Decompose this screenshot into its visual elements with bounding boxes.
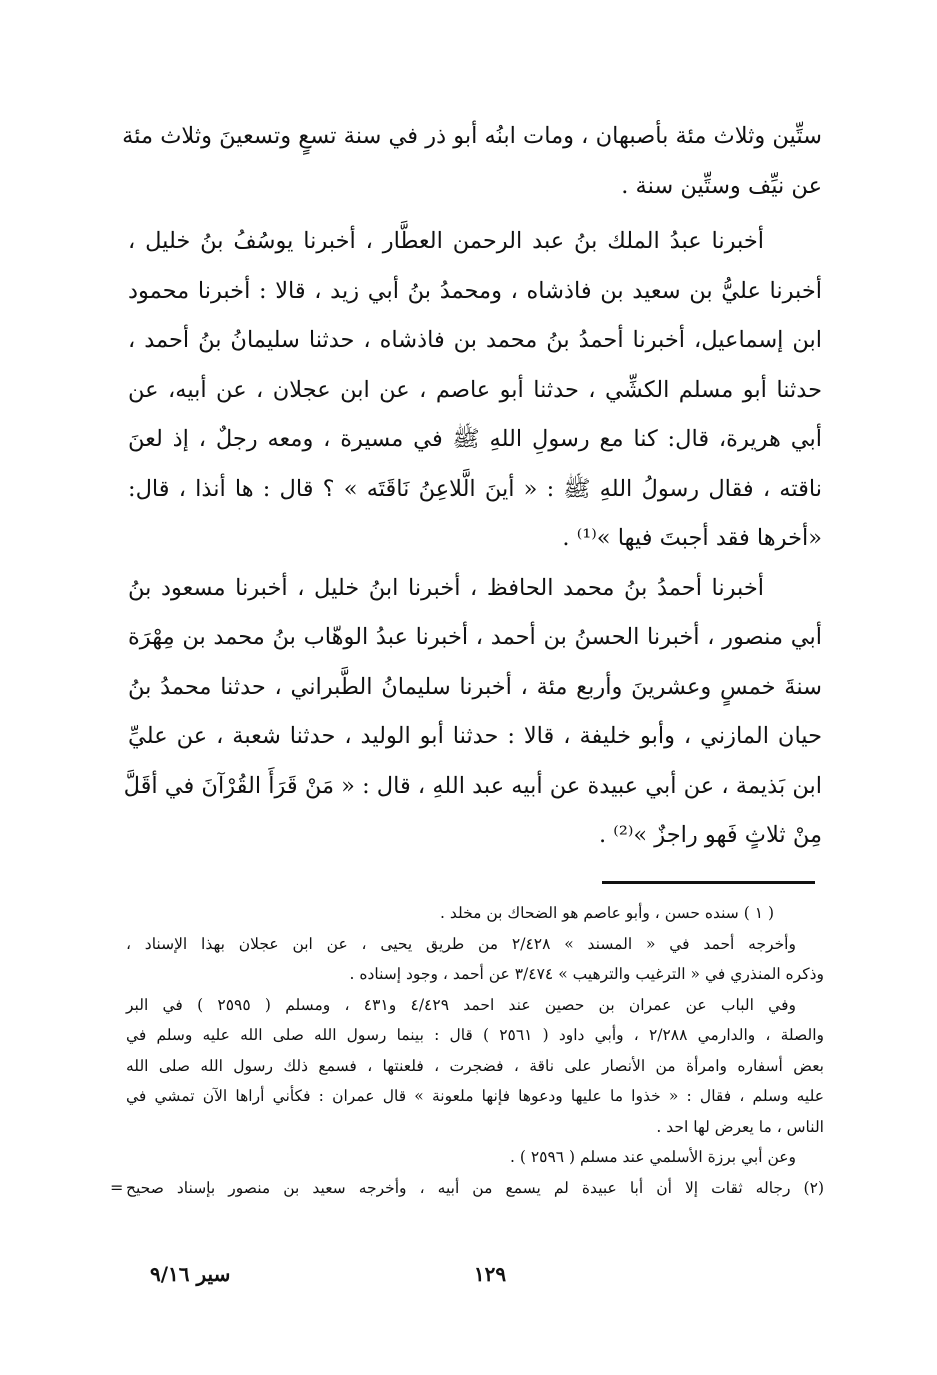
footnote-separator xyxy=(602,881,815,884)
footnote-line: وذكره المنذري في « الترغيب والترهيب » ٣/٤٧٤ عن أحمد ، وجود إسناده . xyxy=(349,965,824,983)
text-line: أخبرنا عليُّ بن سعيد بن فاذشاه ، ومحمدُ بنُ أبي زيد ، قالا : أخبرنا محمود xyxy=(128,277,822,304)
footnote-line: بعض أسفاره وامرأة من الأنصار على ناقة ، فضجرت ، فلعنتها ، فسمع ذلك رسول الله صلى الله xyxy=(126,1056,824,1075)
text-line: عن نيِّف وستِّين سنة . xyxy=(621,172,822,199)
text-line: حيان المازني ، وأبو خليفة ، قالا : حدثنا أبو الوليد ، حدثنا شعبة ، عن عليِّ xyxy=(128,723,822,749)
footnote-line: والصلة ، والدارمي ٢/٢٨٨ ، وأبي داود ( ٢٥٦١ ) قال : بينما رسول الله صلى الله عليه وسلم في xyxy=(126,1026,824,1044)
footnote-line xyxy=(110,1173,824,1204)
footnote-text: (٢) رجاله ثقات إلا أن أبا عبيدة لم يسمع من أبيه ، وأخرجه سعيد بن منصور بإسناد صحيح xyxy=(126,1178,824,1197)
text-line: مِنْ ثلاثٍ فَهو راجزٌ »⁽²⁾ . xyxy=(598,822,822,848)
footnote-line: وفي الباب عن عمران بن حصين عند احمد ٤/٤٢٩ و٤٣١ ، ومسلم ( ٢٥٩٥ ) في البر xyxy=(126,995,796,1014)
text-line: حدثنا أبو مسلم الكشِّي ، حدثنا أبو عاصم ، عن ابن عجلان ، عن أبيه، عن xyxy=(128,376,822,403)
page-number: ١٢٩ xyxy=(473,1262,507,1286)
page-footer xyxy=(0,1262,937,1302)
text-line: ابن إسماعيل، أخبرنا أحمدُ بنُ محمد بن فاذشاه ، حدثنا سليمانُ بنُ أحمد ، xyxy=(128,327,822,353)
text-line: أبي هريرة، قال: كنا مع رسولِ اللهِ ﷺ في مسيرة ، ومعه رجلٌ ، إذ لعنَ xyxy=(128,426,822,452)
continuation-mark: = xyxy=(110,1177,124,1197)
footnote-line: الناس ، ما يعرض لها احد . xyxy=(656,1117,824,1136)
text-line: أبي منصور ، أخبرنا الحسنُ بن أحمد ، أخبرنا عبدُ الوهّاب بنُ محمد بن مِهْرَة xyxy=(128,624,822,650)
signature-mark: سير ٩/١٦ xyxy=(150,1262,231,1286)
text-line: سنةَ خمسٍ وعشرينَ وأربع مئة ، أخبرنا سليمانُ الطَّبراني ، حدثنا محمدُ بنُ xyxy=(128,673,822,700)
footnotes xyxy=(110,898,824,1203)
footnote-line: وأخرجه أحمد في « المسند » ٢/٤٢٨ من طريق يحيى ، عن ابن عجلان بهذا الإسناد ، xyxy=(126,934,796,953)
main-text xyxy=(122,112,822,861)
text-line: «أخرها فقد أجبتَ فيها »⁽¹⁾ . xyxy=(562,525,822,551)
text-line: أخبرنا عبدُ الملك بنُ عبد الرحمن العطَّار ، أخبرنا يوسُفُ بنُ خليل ، xyxy=(128,228,764,254)
footnote-line: عليه وسلم ، فقال : « خذوا ما عليها ودعوها فإنها ملعونة » قال عمران : فكأني أراها الآن تمشي في xyxy=(126,1087,824,1105)
text-line: ابن بَذيمة ، عن أبي عبيدة عن أبيه عبد اللهِ ، قال : « مَنْ قَرَأَ القُرْآنَ في أقَلَّ xyxy=(123,772,822,799)
text-line: ناقته ، فقال رسولُ اللهِ ﷺ : « أينَ الَّلاعِنُ نَاقَتَه » ؟ قال : ها أنذا ، قال: xyxy=(128,475,822,502)
footnote-line: وعن أبي برزة الأسلمي عند مسلم ( ٢٥٩٦ ) . xyxy=(509,1148,796,1166)
footnote-line: ( ١ ) سنده حسن ، وأبو عاصم هو الضحاك بن مخلد . xyxy=(439,904,774,922)
text-line: أخبرنا أحمدُ بنُ محمد الحافظ ، أخبرنا ابنُ خليل ، أخبرنا مسعود بنُ xyxy=(128,574,764,601)
text-line: ستِّين وثلاث مئة بأصبهان ، ومات ابنُه أبو ذر في سنة تسعٍ وتسعينَ وثلاث مئة xyxy=(122,123,822,149)
